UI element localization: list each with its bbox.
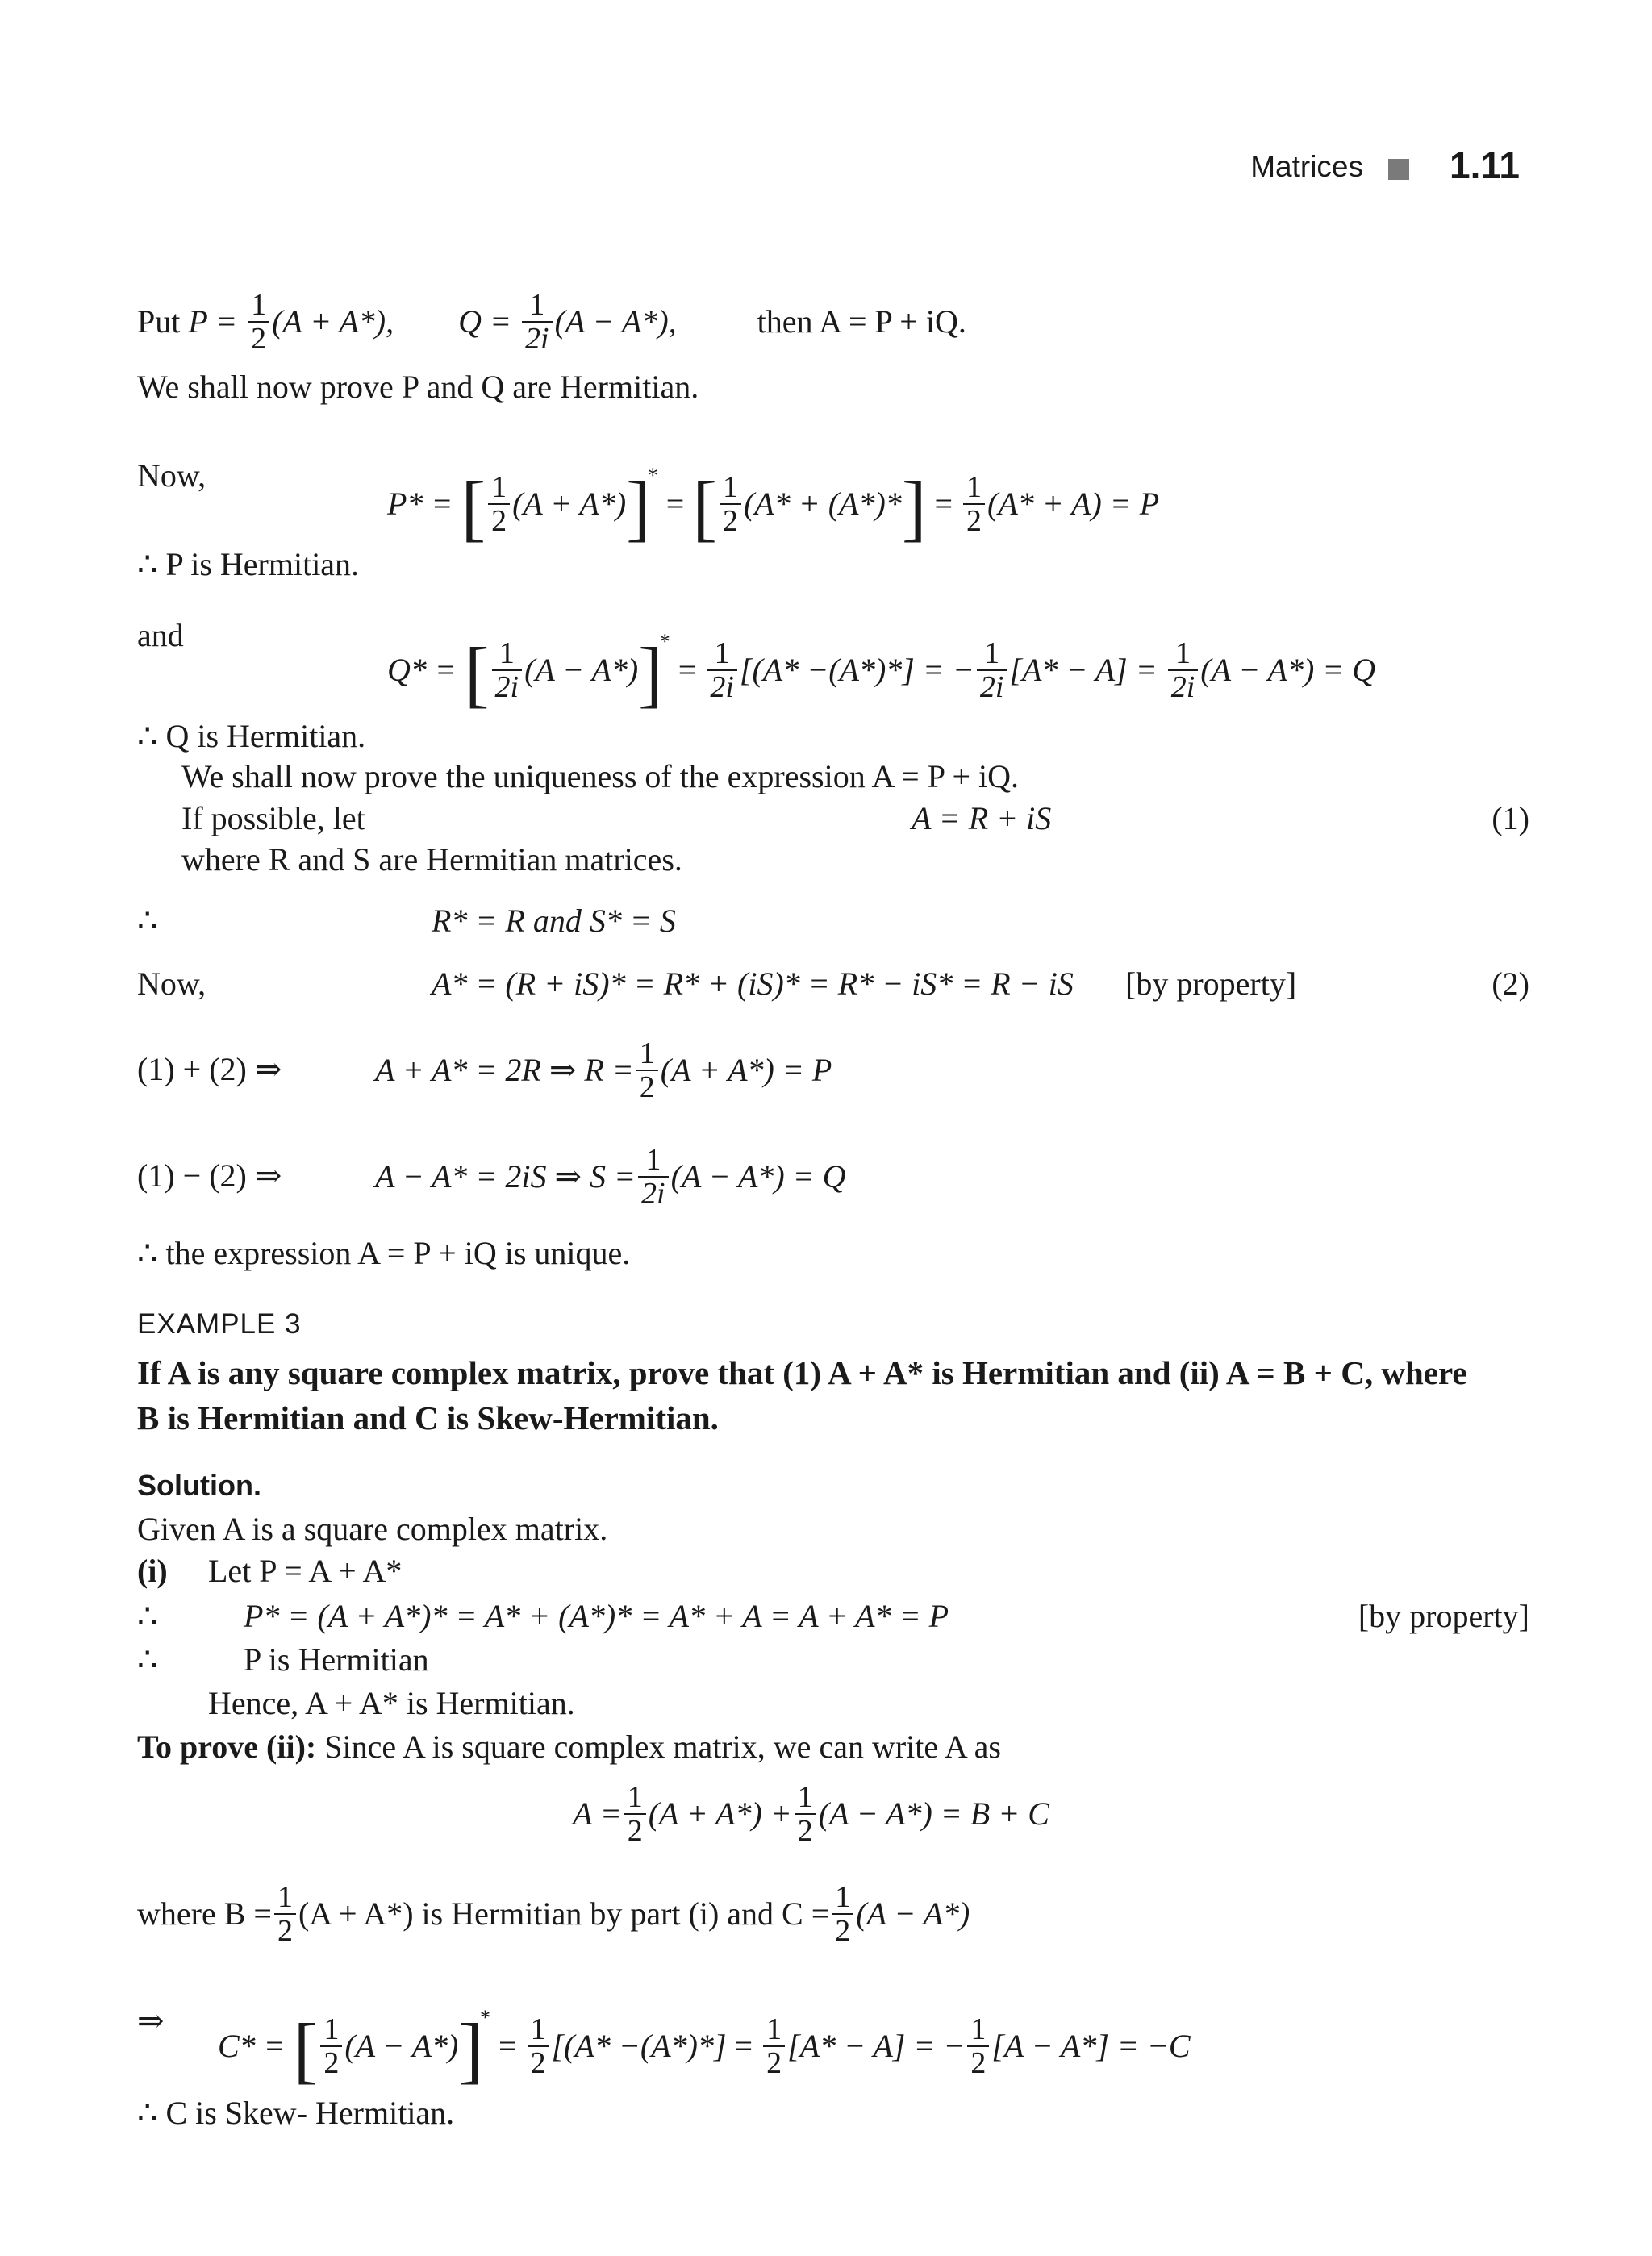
equation-number-2: (2)	[1491, 965, 1529, 1002]
c-skew-line: ∴ C is Skew- Hermitian.	[137, 2095, 455, 2131]
q-hermitian-line: ∴ Q is Hermitian.	[137, 718, 366, 754]
p-star-equation: P* = [ $\frac{1}{2}$ (A + A*)]* = [ $\frac{1}{2}$ (A* + (A*)*] = $\frac{1}{2}$ (A* + A) = P	[387, 464, 1160, 548]
rs-star-line: R* = R and S* = S	[432, 903, 676, 939]
a-star-line: A* = (R + iS)* = R* + (iS)* = R* − iS* = R − iS	[432, 965, 1074, 1002]
where-b-line: where B = $\frac{1}{2}$ (A + A*) is Hermitian by part (i) and C = $\frac{1}{2}$ (A − A*)	[137, 1879, 970, 1948]
and-label: and	[137, 617, 184, 653]
given-line: Given A is a square complex matrix.	[137, 1511, 608, 1547]
uniqueness-line: We shall now prove the uniqueness of the expression A = P + iQ.	[181, 758, 1020, 794]
by-property-note-2: [by property]	[1358, 1598, 1529, 1634]
put-p-rest: (A + A*),	[272, 303, 394, 340]
then-text: then A = P + iQ.	[757, 303, 966, 340]
diff-equation: A − A* = 2iS ⇒ S = $\frac{1}{2i}$ (A − A*) = Q	[375, 1142, 846, 1211]
c-star-equation: C* = [ $\frac{1}{2}$ (A − A*)]* = $\frac{1}{2}$ [(A* −(A*)*] = $\frac{1}{2}$ [A* − A] = − $\frac{1}{2}$ [A − A*] = −C	[218, 2006, 1191, 2091]
now-label-2: Now,	[137, 965, 206, 1002]
therefore-symbol: ∴	[137, 903, 158, 939]
example-heading: EXAMPLE 3	[137, 1308, 302, 1340]
sum-equation: A + A* = 2R ⇒ R = $\frac{1}{2}$ (A + A*) = P	[375, 1036, 832, 1104]
if-possible-line: If possible, let	[181, 800, 365, 836]
fraction: $\frac{1}{2i}$	[522, 289, 553, 355]
unique-line: ∴ the expression A = P + iQ is unique.	[137, 1235, 631, 1271]
sum-label: (1) + (2) ⇒	[137, 1051, 282, 1087]
therefore-symbol-3: ∴	[137, 1641, 158, 1678]
put-q-rest: (A − A*),	[554, 303, 677, 340]
example-statement-2: B is Hermitian and C is Skew-Hermitian.	[137, 1399, 719, 1437]
put-p: P =	[188, 303, 238, 340]
hence-line: Hence, A + A* is Hermitian.	[208, 1685, 575, 1721]
diff-label: (1) − (2) ⇒	[137, 1157, 282, 1194]
to-prove-line: To prove (ii): Since A is square complex matrix, we can write A as	[137, 1728, 1001, 1765]
prove-pq-line: We shall now prove P and Q are Hermitian.	[137, 369, 699, 405]
solution-heading: Solution.	[137, 1469, 261, 1502]
a-decomposition-equation: A = $\frac{1}{2}$ (A + A*) + $\frac{1}{2}$ (A − A*) = B + C	[573, 1779, 1049, 1848]
where-rs-line: where R and S are Hermitian matrices.	[181, 841, 682, 878]
p-hermitian-line: ∴ P is Hermitian.	[137, 546, 360, 582]
therefore-symbol-2: ∴	[137, 1598, 158, 1634]
by-property-note: [by property]	[1125, 965, 1297, 1002]
implies-symbol: ⇒	[137, 2003, 165, 2039]
a-equals-r-is: A = R + iS	[912, 800, 1052, 836]
header-square-icon	[1388, 159, 1409, 180]
section-title: Matrices	[1250, 150, 1363, 183]
fraction: $\frac{1}{2}$	[248, 289, 269, 355]
let-p-line: Let P = A + A*	[208, 1553, 403, 1589]
now-label: Now,	[137, 457, 206, 494]
put-q: Q =	[458, 303, 512, 340]
p-star-line: P* = (A + A*)* = A* + (A*)* = A* + A = A + A* = P	[244, 1598, 949, 1634]
p-hermitian-line-2: P is Hermitian	[244, 1641, 429, 1678]
equation-number-1: (1)	[1491, 800, 1529, 836]
part-i-label: (i)	[137, 1553, 168, 1589]
put-line	[137, 288, 966, 358]
example-statement-1: If A is any square complex matrix, prove that (1) A + A* is Hermitian and (ii) A = B + C, where	[137, 1354, 1467, 1391]
q-star-equation: Q* = [ $\frac{1}{2i}$ (A − A*)]* = $\frac{1}{2i}$ [(A* −(A*)*] = − $\frac{1}{2i}$ [A* − A] = $\frac{1}{2i}$ (A − A*) = Q	[387, 630, 1376, 715]
put-word: Put	[137, 303, 181, 340]
page-number: 1.11	[1450, 144, 1520, 186]
